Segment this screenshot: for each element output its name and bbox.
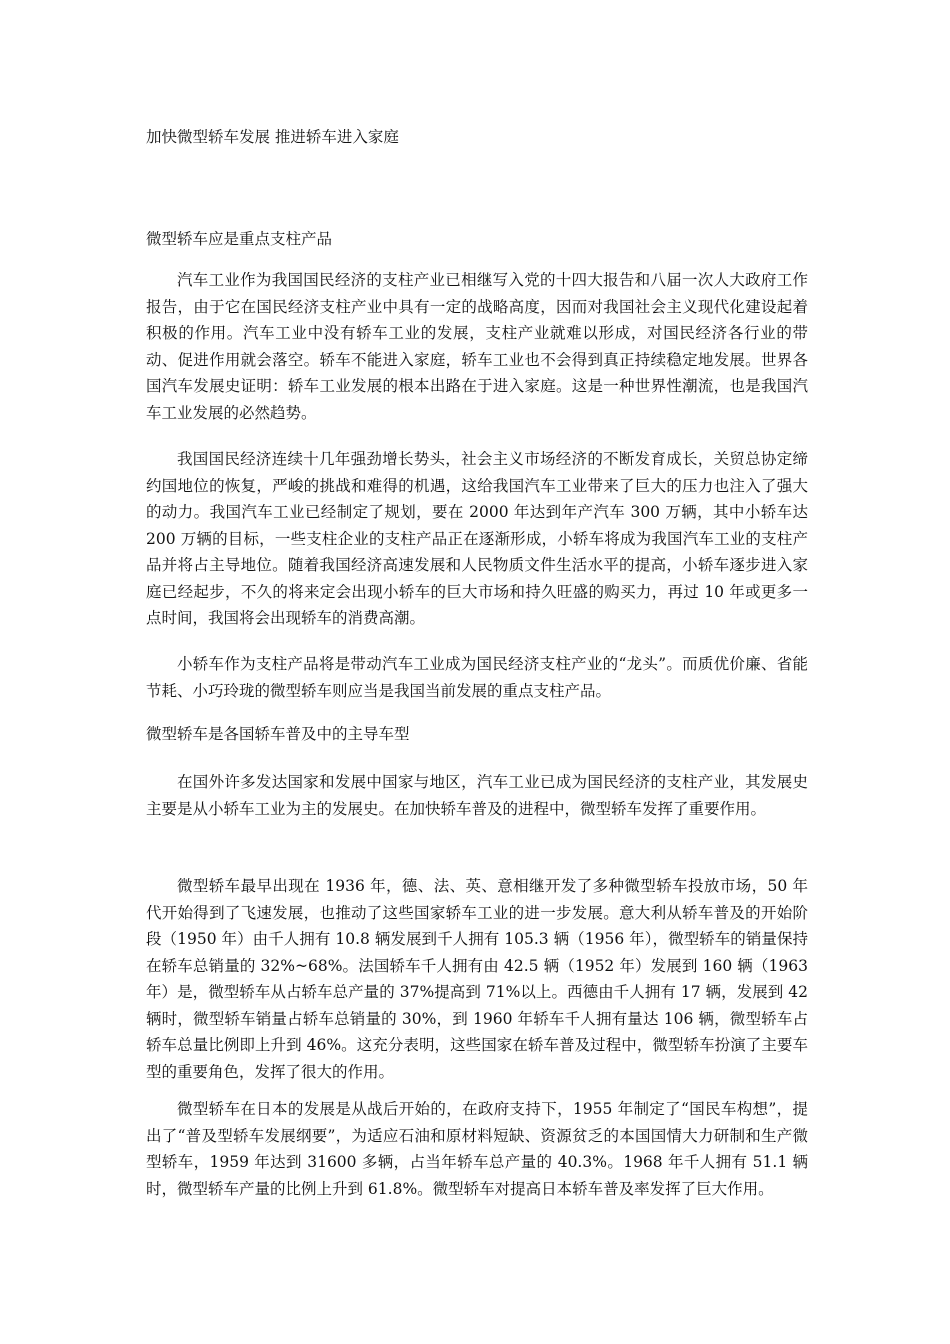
paragraph: 微型轿车最早出现在 1936 年，德、法、英、意相继开发了多种微型轿车投放市场，50 年代开始得到了飞速发展，也推动了这些国家轿车工业的进一步发展。意大利从轿车普及的开始阶段（1950 年）由千人拥有 10.8 辆发展到千人拥有 105.3 辆（1956 年），微型轿车的销量保持在轿车总销量的 32%~68%。法国轿车千人拥有由 42.5 辆（1952 年）发展到 160 辆（1963 年）是，微型轿车从占轿车总产量的 37%提高到 71%以上。西德由千人拥有 17 辆，发展到 42 辆时，微型轿车销量占轿车总销量的 30%，到 1960 年轿车千人拥有量达 106 辆，微型轿车占轿车总量比例即上升到 46%。这充分表明，这些国家在轿车普及过程中，微型轿车扮演了主要车型的重要角色，发挥了很大的作用。 (146, 877, 808, 1081)
paragraph: 微型轿车在日本的发展是从战后开始的，在政府支持下，1955 年制定了“国民车构想”，提出了“普及型轿车发展纲要”，为适应石油和原材料短缺、资源贫乏的本国国情大力研制和生产微型轿车，1959 年达到 31600 多辆，占当年轿车总产量的 40.3%。1968 年千人拥有 51.1 辆时，微型轿车产量的比例上升到 61.8%。微型轿车对提高日本轿车普及率发挥了巨大作用。 (146, 1100, 808, 1198)
section-heading: 微型轿车应是重点支柱产品 (146, 230, 333, 248)
paragraph: 小轿车作为支柱产品将是带动汽车工业成为国民经济支柱产业的“龙头”。而质优价廉、省能节耗、小巧玲珑的微型轿车则应当是我国当前发展的重点支柱产品。 (146, 655, 808, 700)
paragraph: 汽车工业作为我国国民经济的支柱产业已相继写入党的十四大报告和八届一次人大政府工作报告，由于它在国民经济支柱产业中具有一定的战略高度，因而对我国社会主义现代化建设起着积极的作用。汽车工业中没有轿车工业的发展，支柱产业就难以形成，对国民经济各行业的带动、促进作用就会落空。轿车不能进入家庭，轿车工业也不会得到真正持续稳定地发展。世界各国汽车发展史证明：轿车工业发展的根本出路在于进入家庭。这是一种世界性潮流，也是我国汽车工业发展的必然趋势。 (146, 271, 808, 422)
document-title: 加快微型轿车发展 推进轿车进入家庭 (146, 128, 399, 146)
section-heading: 微型轿车是各国轿车普及中的主导车型 (146, 725, 410, 743)
paragraph: 在国外许多发达国家和发展中国家与地区，汽车工业已成为国民经济的支柱产业，其发展史主要是从小轿车工业为主的发展史。在加快轿车普及的进程中，微型轿车发挥了重要作用。 (146, 773, 808, 818)
paragraph: 我国国民经济连续十几年强劲增长势头，社会主义市场经济的不断发育成长，关贸总协定缔约国地位的恢复，严峻的挑战和难得的机遇，这给我国汽车工业带来了巨大的压力也注入了强大的动力。我国汽车工业已经制定了规划，要在 2000 年达到年产汽车 300 万辆，其中小轿车达 200 万辆的目标，一些支柱企业的支柱产品正在逐渐形成，小轿车将成为我国汽车工业的支柱产品并将占主导地位。随着我国经济高速发展和人民物质文件生活水平的提高，小轿车逐步进入家庭已经起步，不久的将来定会出现小轿车的巨大市场和持久旺盛的购买力，再过 10 年或更多一点时间，我国将会出现轿车的消费高潮。 (146, 450, 808, 627)
